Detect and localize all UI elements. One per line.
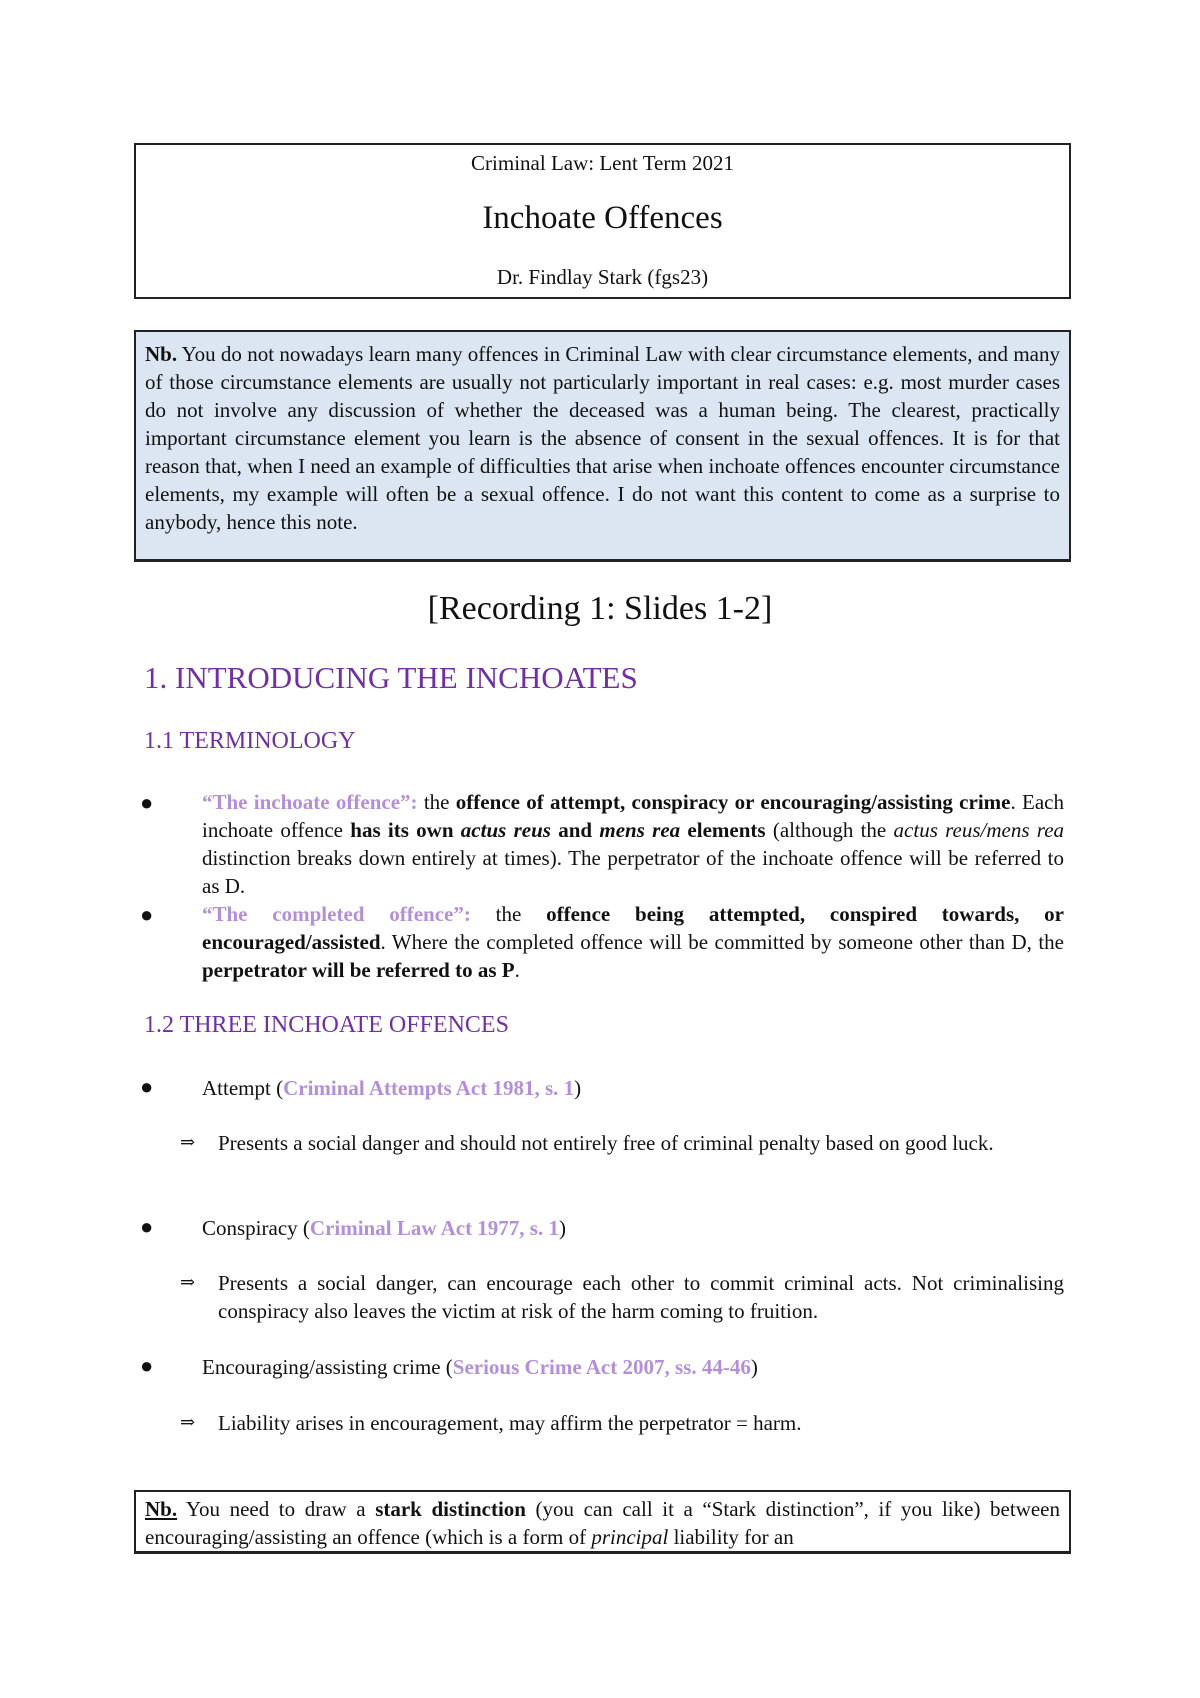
text-run: . Where the completed offence will be committed by someone other than D, the <box>380 930 1064 954</box>
text-run: . Each inchoate offence <box>202 790 1064 842</box>
subsection-heading-terminology: 1.1 TERMINOLOGY <box>144 728 356 754</box>
note-label: Nb. <box>145 1497 178 1521</box>
bold-italic-run: actus reus <box>460 818 551 842</box>
subsection-heading-three-offences: 1.2 THREE INCHOATE OFFENCES <box>144 1012 509 1038</box>
note-label: Nb. <box>145 342 178 366</box>
header-box <box>134 143 1071 299</box>
offence-item-conspiracy <box>202 1214 566 1242</box>
text-run: the <box>417 790 456 814</box>
document-title: Inchoate Offences <box>482 200 723 236</box>
statute-reference: Criminal Attempts Act 1981, s. 1 <box>283 1076 575 1100</box>
bullet-icon: ● <box>140 1074 154 1099</box>
section-heading: 1. INTRODUCING THE INCHOATES <box>144 660 638 695</box>
offence-item-attempt <box>202 1074 581 1102</box>
offence-name: Attempt ( <box>202 1076 284 1100</box>
offence-rationale: Presents a social danger, can encourage each other to commit criminal acts. Not criminalising conspiracy also leaves the victim at risk of the harm coming to fruition. <box>218 1271 1064 1323</box>
text-run: liability for an <box>668 1525 794 1549</box>
bullet-icon: ● <box>140 1214 154 1239</box>
bold-run: stark distinction <box>375 1497 526 1521</box>
italic-run: actus reus/mens rea <box>893 818 1065 842</box>
recording-heading: [Recording 1: Slides 1-2] <box>427 590 773 627</box>
bullet-icon: ● <box>140 1353 154 1378</box>
offence-name: Encouraging/assisting crime ( <box>202 1355 453 1379</box>
text-run: You need to draw a <box>177 1497 376 1521</box>
implies-arrow-icon: ⇒ <box>180 1132 196 1152</box>
text-run: (you can call it a “Stark distinction”, if you like) between encouraging/assisting an offence (which is a form of <box>145 1497 1061 1549</box>
course-title: Criminal Law: Lent Term 2021 <box>471 151 734 175</box>
statute-reference: Criminal Law Act 1977, s. 1 <box>309 1216 559 1240</box>
term-label: “The completed offence”: <box>202 902 471 926</box>
bold-italic-run: mens rea <box>599 818 681 842</box>
offence-rationale: Presents a social danger and should not entirely free of criminal penalty based on good luck. <box>218 1131 994 1155</box>
bold-run: elements <box>680 818 766 842</box>
terminology-item-inchoate <box>202 788 1064 900</box>
term-label: “The inchoate offence”: <box>202 790 418 814</box>
bold-run: and <box>550 818 600 842</box>
offence-rationale: Liability arises in encouragement, may affirm the perpetrator = harm. <box>218 1411 802 1435</box>
bullet-icon: ● <box>140 902 154 927</box>
text-run: (although the <box>765 818 894 842</box>
bullet-icon: ● <box>140 790 154 815</box>
statute-reference: Serious Crime Act 2007, ss. 44-46 <box>452 1355 751 1379</box>
text-run: distinction breaks down entirely at times). The perpetrator of the inchoate offence will be referred to as D. <box>202 846 1064 898</box>
bold-run: offence being attempted, conspired towards, or encouraged/assisted <box>202 902 1064 954</box>
text-run: . <box>514 958 520 982</box>
offence-item-encouraging <box>202 1353 758 1381</box>
offence-name: Conspiracy ( <box>202 1216 310 1240</box>
terminology-item-completed <box>202 900 1064 984</box>
note-text: You do not nowadays learn many offences in Criminal Law with clear circumstance elements, and many of those circumstance elements are usually not particularly important in real cases: e.g. most murder cases do not involve any discussion of whether the deceased was a human being. The clearest, practically important circumstance element you learn is the absence of consent in the sexual offences. It is for that reason that, when I need an example of difficulties that arise when inchoate offences encounter circumstance elements, my example will often be a sexual offence. I do not want this content to come as a surprise to anybody, hence this note. <box>145 342 1060 534</box>
bold-run: perpetrator will be referred to as P <box>202 958 515 982</box>
text-run: the <box>470 902 547 926</box>
text-run: ) <box>574 1076 582 1100</box>
bold-run: offence of attempt, conspiracy or encouraging/assisting crime <box>455 790 1011 814</box>
text-run: ) <box>750 1355 758 1379</box>
text-run: ) <box>558 1216 566 1240</box>
author-line: Dr. Findlay Stark (fgs23) <box>496 265 709 289</box>
italic-run: principal <box>591 1525 669 1549</box>
implies-arrow-icon: ⇒ <box>180 1272 196 1292</box>
content-note-box <box>134 330 1071 562</box>
distinction-note-box <box>134 1490 1071 1554</box>
bold-run: has its own <box>350 818 461 842</box>
implies-arrow-icon: ⇒ <box>180 1412 196 1432</box>
